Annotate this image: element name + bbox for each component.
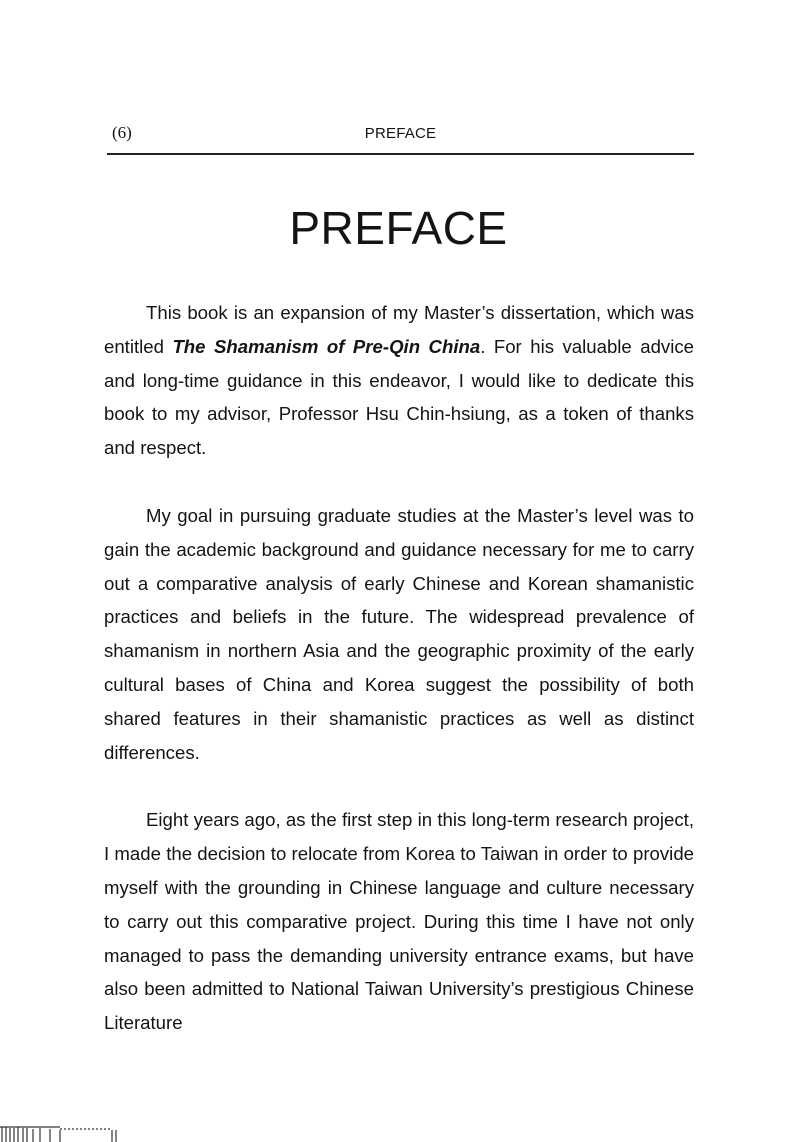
- running-head-title: PREFACE: [364, 125, 437, 142]
- page-title: PREFACE: [289, 202, 508, 254]
- dissertation-title: The Shamanism of Pre-Qin China: [172, 335, 481, 357]
- scan-artifact: [0, 1124, 130, 1142]
- paragraph-1-text-after: . For his valuable advice and long-time guidance in this endeavor, I would like to dedicate this book to my advisor, Professor Hsu Chin-hsiung, as a token of thanks and respect.: [104, 335, 694, 459]
- page-number: (6): [112, 123, 132, 142]
- paragraph-1-text-before: This book is an expansion of my Master’s dissertation, which was entitled: [104, 302, 694, 357]
- paragraph-1: [104, 296, 694, 465]
- paragraph-2: My goal in pursuing graduate studies at the Master’s level was to gain the academic background and guidance necessary for me to carry out a comparative analysis of early Chinese and Korean shamanistic practices and beliefs in the future. The widespread prevalence of shamanism in northern Asia and the geographic proximity of the early cultural bases of China and Korea suggest the possibility of both shared features in their shamanistic practices as well as distinct differences.: [104, 504, 694, 763]
- running-header: [107, 122, 694, 155]
- paragraph-3: Eight years ago, as the first step in this long-term research project, I made the decision to relocate from Korea to Taiwan in order to provide myself with the grounding in Chinese language and culture necessary to carry out this comparative project. During this time I have not only managed to pass the demanding university entrance exams, but have also been admitted to National Taiwan University’s prestigious Chinese Literature: [104, 809, 694, 1034]
- body-text: [104, 296, 694, 1074]
